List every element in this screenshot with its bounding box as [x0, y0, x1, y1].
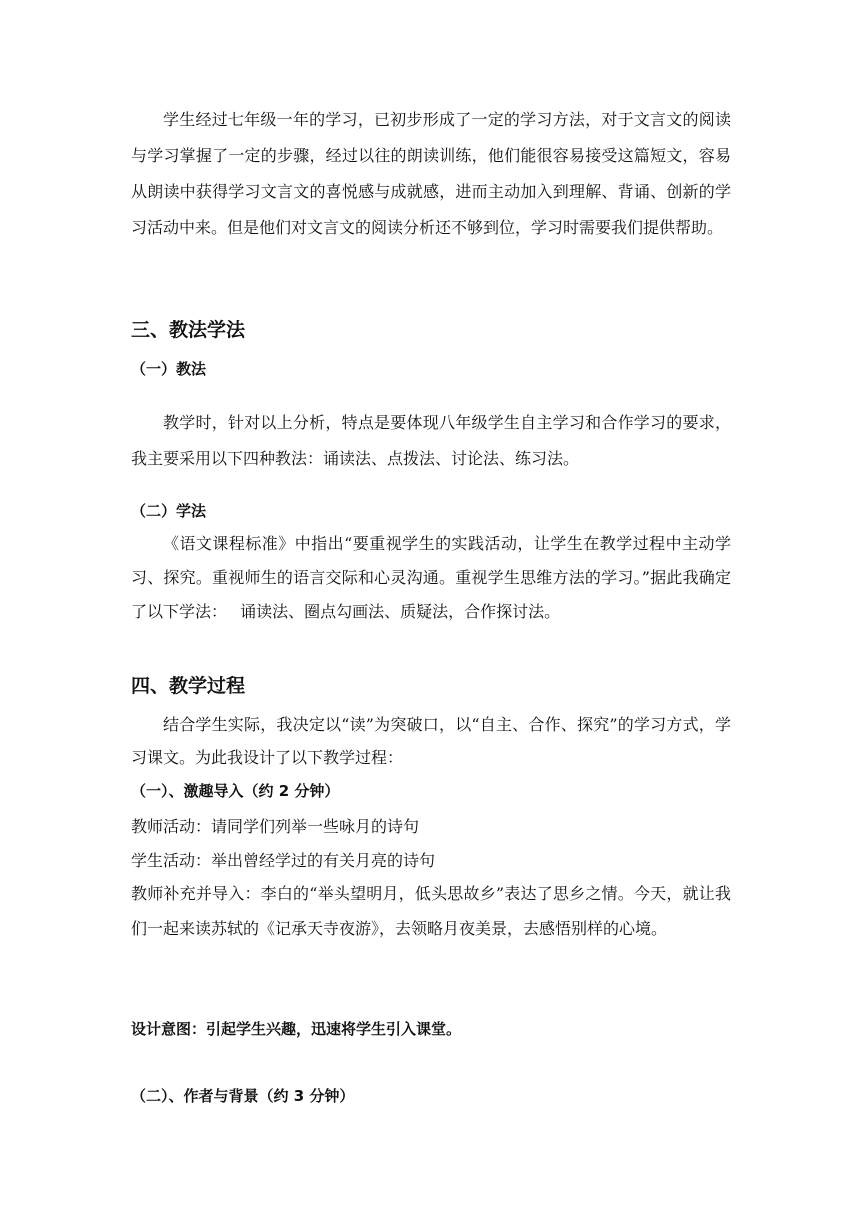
intro-paragraph: 学生经过七年级一年的学习，已初步形成了一定的学习方法，对于文言文的阅读与学习掌握了一定的步骤，经过以往的朗读训练，他们能很容易接受这篇短文，容易从朗读中获得学习文言文的喜悦感与成就感，进而主动加入到理解、背诵、创新的学习活动中来。但是他们对文言文的阅读分析还不够到位，学习时需要我们提供帮助。 — [131, 110, 731, 237]
teaching-process-intro: 结合学生实际，我决定以“读”为突破口，以“自主、合作、探究”的学习方式，学习课文。为此我设计了以下教学过程： — [131, 715, 731, 767]
teaching-methods-heading: （一）教法 — [131, 360, 207, 378]
student-activity: 学生活动：举出曾经学过的有关月亮的诗句 — [131, 851, 436, 870]
section-3-heading: 三、教法学法 — [131, 319, 246, 341]
design-intent: 设计意图：引起学生兴趣，迅速将学生引入课堂。 — [131, 1020, 462, 1038]
step-1-heading: （一）、激趣导入（约 2 分钟） — [131, 782, 340, 800]
section-4-heading: 四、教学过程 — [131, 675, 246, 697]
teaching-methods-text: 教学时，针对以上分析，特点是要体现八年级学生自主学习和合作学习的要求，我主要采用以下四种教法：诵读法、点拨法、讨论法、练习法。 — [131, 413, 731, 468]
step-2-heading: （二）、作者与背景（约 3 分钟） — [131, 1087, 355, 1105]
learning-methods-heading: （二）学法 — [131, 502, 207, 520]
teacher-supplement: 教师补充并导入：李白的“举头望明月，低头思故乡”表达了思乡之情。今天，就让我们一起来读苏轼的《记承天寺夜游》，去领略月夜美景，去感悟别样的心境。 — [131, 884, 731, 938]
learning-methods-text: 《语文课程标准》中指出“要重视学生的实践活动，让学生在教学过程中主动学习、探究。重视师生的语言交际和心灵沟通。重视学生思维方法的学习。”据此我确定了以下学法： 诵读法、圈点勾画法、质疑法，合作探讨法。 — [131, 534, 731, 621]
teacher-activity: 教师活动：请同学们列举一些咏月的诗句 — [131, 817, 420, 836]
